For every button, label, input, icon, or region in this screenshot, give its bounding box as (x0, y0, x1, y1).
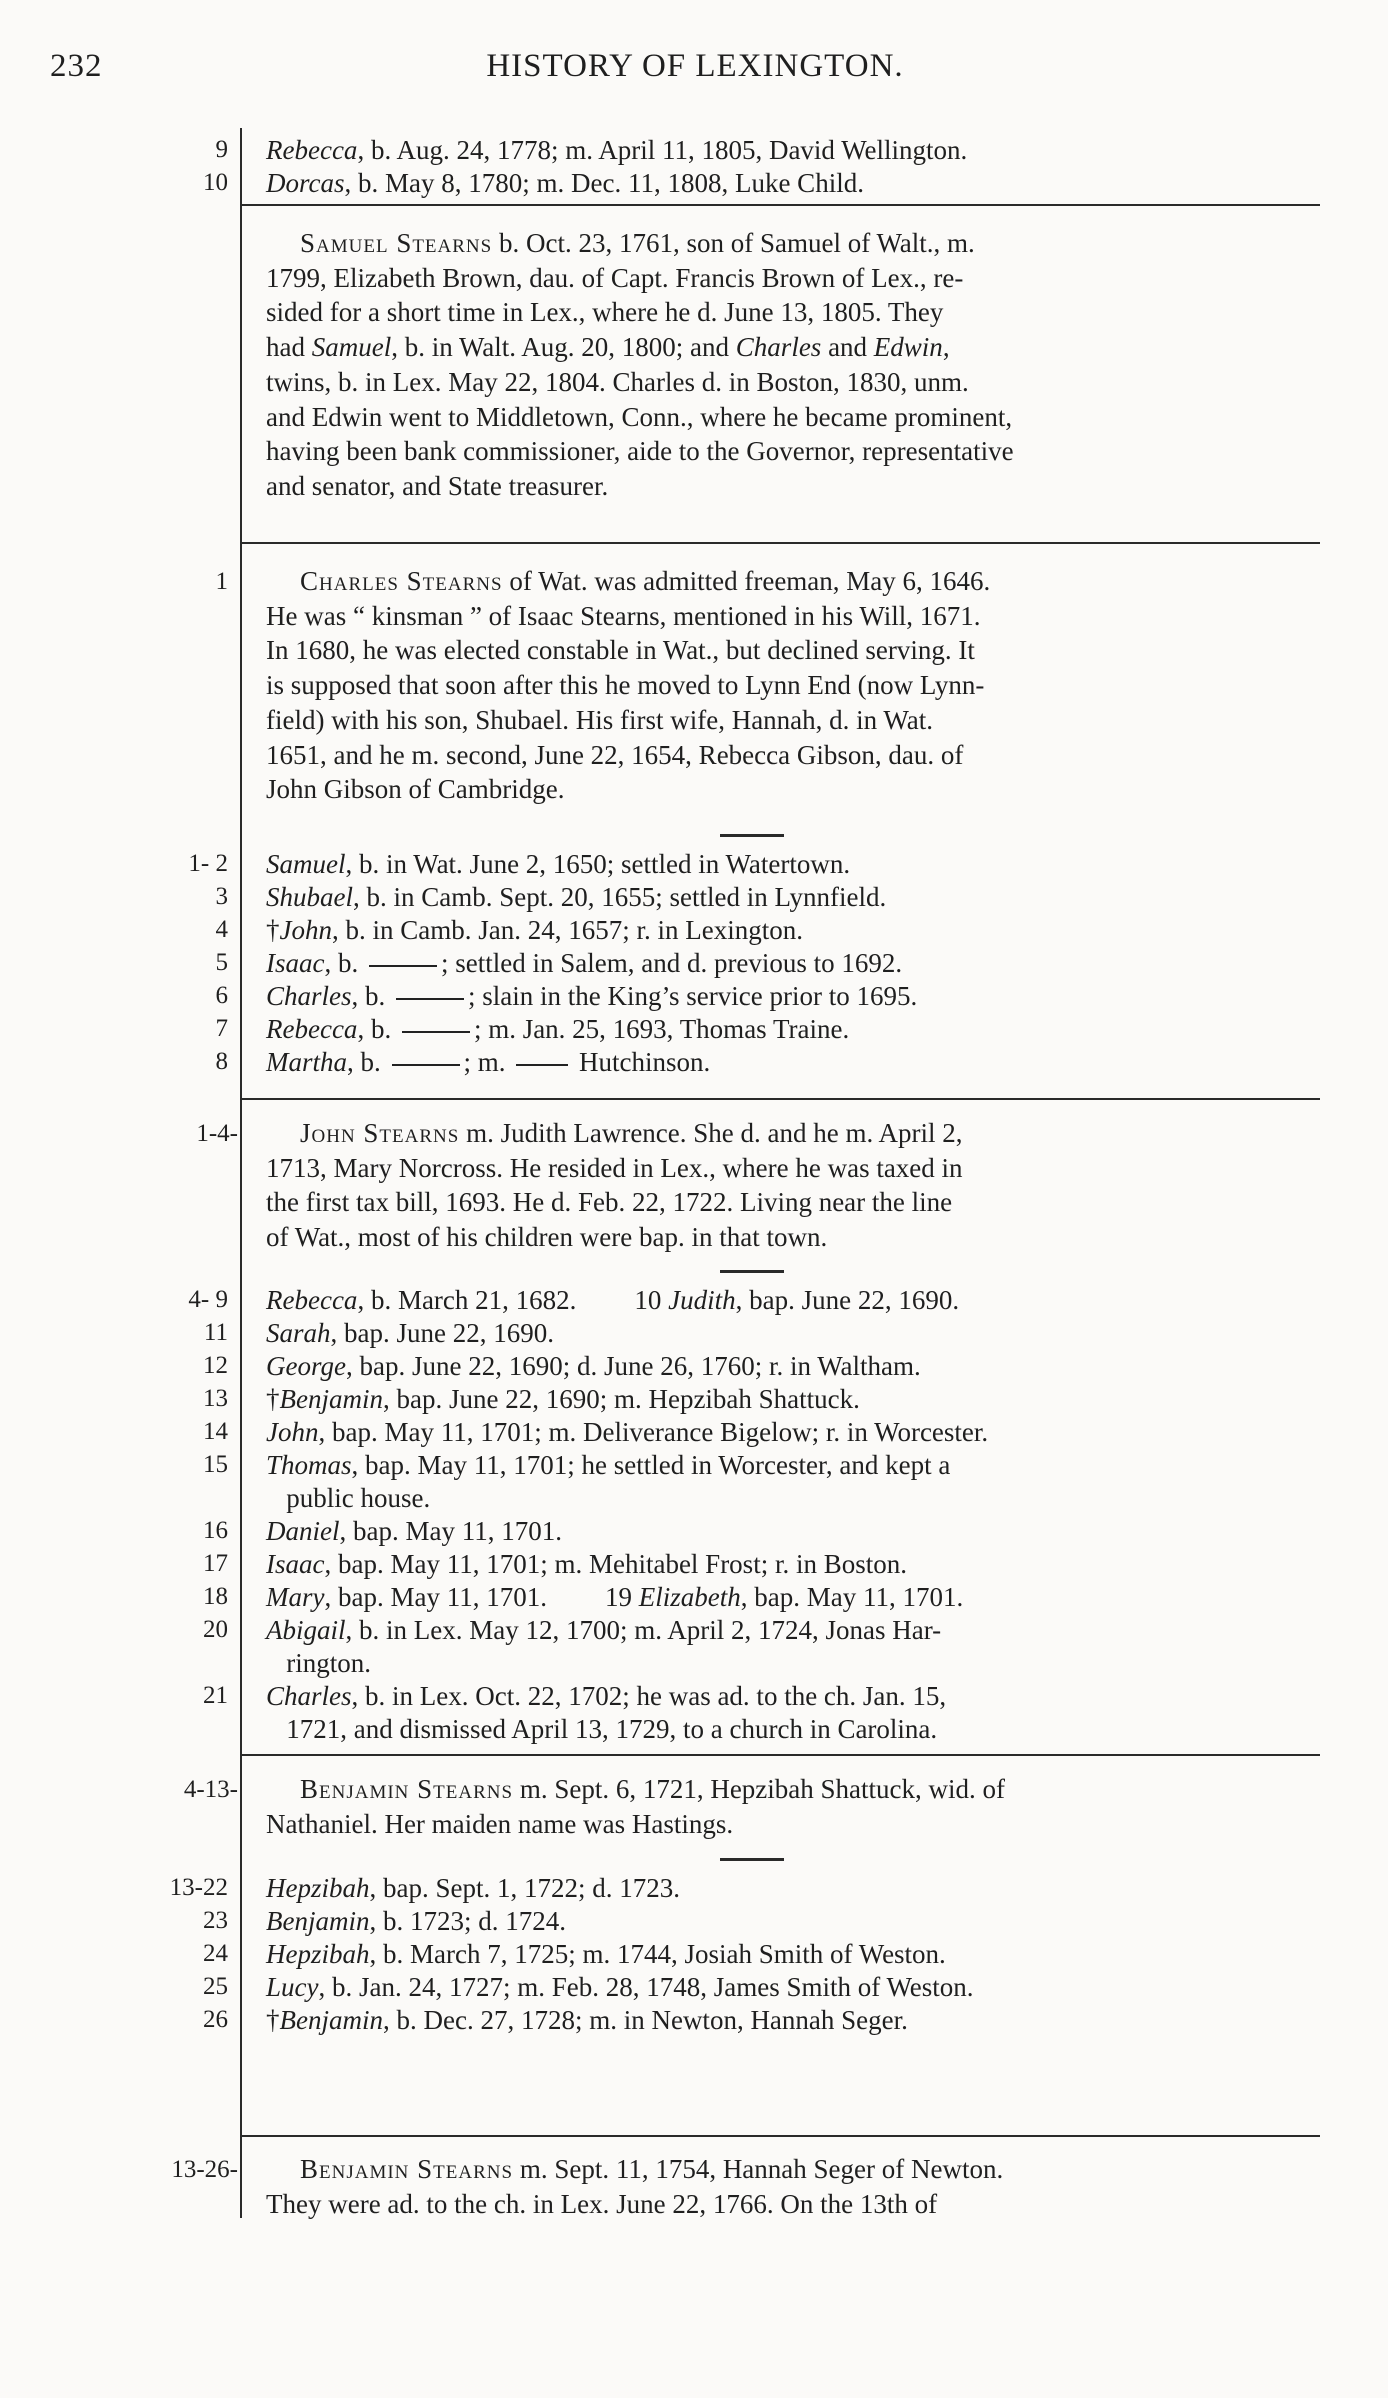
entry-detail: , b. March 21, 1682. (357, 1285, 577, 1315)
child-name: Charles (266, 981, 352, 1011)
page-number: 232 (50, 48, 103, 84)
entry-text (266, 1350, 1321, 1383)
entry-row (0, 134, 1388, 167)
child-name: Shubael (266, 882, 353, 912)
child-entry (0, 1515, 1388, 1548)
entry-number: 13 (203, 1385, 228, 1412)
child-name: Isaac (266, 1549, 325, 1579)
john-stearns-paragraph: John Stearns m. Judith Lawrence. She d. and he m. April 2, 1713, Mary Norcross. He resided in Lex., where he was taxed in the first tax bill, 1693. He d. Feb. 22, 1722. Living near the line of Wat., most of his children were bap. in that town. (266, 1118, 963, 1253)
entry-number: 17 (203, 1550, 228, 1577)
benjamin-stearns-paragraph: Benjamin Stearns m. Sept. 6, 1721, Hepzibah Shattuck, wid. of Nathaniel. Her maiden name was Hastings. (266, 1774, 1005, 1839)
entry-detail: , b. (347, 1047, 381, 1077)
entry-text (266, 848, 1321, 881)
charles-stearns-paragraph: Charles Stearns of Wat. was admitted freeman, May 6, 1646. He was “ kinsman ” of Isaac Stearns, mentioned in his Will, 1671. In 1680, he was elected constable in Wat., but declined serving. It is supposed that soon after this he moved to Lynn End (now Lynn- field) with his son, Shubael. His first wife, Hannah, d. in Wat. 1651, and he m. second, June 22, 1654, Rebecca Gibson, dau. of John Gibson of Cambridge. (266, 566, 991, 805)
entry-text: Dorcas, b. May 8, 1780; m. Dec. 11, 1808, Luke Child. (266, 168, 864, 198)
child-entry (0, 1046, 1388, 1079)
entry-detail: , bap. June 22, 1690; d. June 26, 1760; r. in Waltham. (345, 1351, 921, 1381)
entry-number: 6 (215, 982, 228, 1009)
child-name: Thomas (266, 1450, 352, 1480)
entry-detail: , bap. Sept. 1, 1722; d. 1723. (369, 1873, 680, 1903)
entry-number: 4 (215, 916, 228, 943)
section-divider (240, 204, 1320, 206)
entry-detail: , bap. May 11, 1701. (339, 1516, 562, 1546)
child-entry (0, 1713, 1388, 1746)
child-name: Rebecca (266, 1014, 358, 1044)
entry-text (266, 1284, 1321, 1317)
child-entry (0, 1548, 1388, 1581)
samuel-stearns-paragraph: Samuel Stearns b. Oct. 23, 1761, son of Samuel of Walt., m. 1799, Elizabeth Brown, dau. of Capt. Francis Brown of Lex., re- sided for a short time in Lex., where he d. June 13, 1805. They had Samuel, b. in Walt. Aug. 20, 1800; and Charles and Edwin, twins, b. in Lex. May 22, 1804. Charles d. in Boston, 1830, unm. and Edwin went to Middletown, Conn., where he became prominent, having been bank commissioner, aide to the Governor, representative and senator, and State treasurer. (266, 228, 1014, 501)
entry-detail: ; m. Jan. 25, 1693, Thomas Traine. (473, 1014, 850, 1044)
entry-number: 12 (203, 1352, 228, 1379)
generation-number: 1 (215, 568, 228, 595)
entry-number: 14 (203, 1418, 228, 1445)
child-name: Daniel (266, 1516, 340, 1546)
entry-text (266, 1383, 1321, 1416)
entry-detail: , bap. June 22, 1690. (735, 1285, 960, 1315)
entry-text (266, 1647, 1321, 1680)
entry-detail: ; m. (463, 1047, 506, 1077)
entry-text (266, 1713, 1321, 1746)
child-name: Abigail (266, 1615, 346, 1645)
blank-dash (392, 1064, 460, 1066)
entry-detail: , b. in Lex. May 12, 1700; m. April 2, 1724, Jonas Har- (345, 1615, 942, 1645)
child-entry (0, 1383, 1388, 1416)
entry-text (266, 1905, 1321, 1938)
entry-text (266, 1872, 1321, 1905)
child-entry (0, 1872, 1388, 1905)
entry-detail: ; settled in Salem, and d. previous to 1692. (440, 948, 903, 978)
entry-number: 26 (203, 2006, 228, 2033)
entry-number: 8 (215, 1048, 228, 1075)
person-heading: Charles Stearns (300, 566, 503, 596)
entry-number: 11 (203, 1319, 228, 1346)
person-heading: John Stearns (300, 1118, 460, 1148)
section-divider (240, 542, 1320, 544)
generation-number: 4-13- (183, 1776, 238, 1803)
entry-detail: , bap. May 11, 1701; he settled in Worcester, and kept a (351, 1450, 951, 1480)
child-name: Dorcas (266, 168, 345, 198)
entry-text (266, 1515, 1321, 1548)
entry-text (266, 881, 1321, 914)
child-entry (0, 1284, 1388, 1317)
entry-text (266, 1416, 1321, 1449)
child-name: George (266, 1351, 346, 1381)
child-entry (0, 1614, 1388, 1647)
entry-text (266, 1482, 1321, 1515)
entry-detail: , b. in Wat. June 2, 1650; settled in Watertown. (345, 849, 851, 879)
child-entry (0, 1905, 1388, 1938)
child-entry (0, 1350, 1388, 1383)
short-rule (720, 1858, 784, 1861)
section-divider (240, 1754, 1320, 1756)
child-name: John (266, 1417, 319, 1447)
entry-text (266, 2004, 1321, 2037)
entry-detail: rington. (266, 1648, 371, 1678)
entry-detail: , b. Jan. 24, 1727; m. Feb. 28, 1748, James Smith of Weston. (318, 1972, 974, 2002)
entry-detail: † (266, 2005, 280, 2035)
child-name: Lucy (266, 1972, 319, 2002)
child-name: Rebecca (266, 1285, 358, 1315)
entry-number: 9 (215, 136, 228, 163)
blank-dash (516, 1064, 568, 1066)
child-entry (0, 1680, 1388, 1713)
entry-detail: public house. (266, 1483, 431, 1513)
entry-text: Rebecca, b. Aug. 24, 1778; m. April 11, 1805, David Wellington. (266, 135, 968, 165)
entry-text (266, 1680, 1321, 1713)
child-entry (0, 980, 1388, 1013)
entry-number: 16 (203, 1517, 228, 1544)
child-entry (0, 1581, 1388, 1614)
entry-number: 1- 2 (188, 850, 228, 877)
entry-number: 13-22 (169, 1874, 228, 1901)
entry-text (266, 1317, 1321, 1350)
dagger-mark: † (266, 915, 280, 945)
child-name: Samuel (266, 849, 346, 879)
entry-detail: , bap. June 22, 1690; m. Hepzibah Shattuck. (382, 1384, 860, 1414)
child-entry (0, 1971, 1388, 2004)
person-heading: Benjamin Stearns (300, 1774, 514, 1804)
entry-text (266, 1971, 1321, 2004)
child-entry (0, 2004, 1388, 2037)
child-name: Hepzibah (266, 1939, 370, 1969)
entry-detail: 1721, and dismissed April 13, 1729, to a church in Carolina. (266, 1714, 938, 1744)
child-name: Benjamin (266, 1906, 370, 1936)
child-entry (0, 848, 1388, 881)
entry-number: 20 (203, 1616, 228, 1643)
child-name: Sarah (266, 1318, 331, 1348)
entry-detail: , b. (324, 948, 359, 978)
child-entry (0, 1013, 1388, 1046)
entry-number: 5 (215, 949, 228, 976)
child-entry (0, 1449, 1388, 1482)
entry-detail: , b. in Lex. Oct. 22, 1702; he was ad. to the ch. Jan. 15, (351, 1681, 947, 1711)
page-header (50, 48, 1340, 88)
entry-number: 24 (203, 1940, 228, 1967)
person-heading: Samuel Stearns (300, 228, 493, 258)
generation-number: 13-26- (171, 2156, 238, 2183)
child-name: Mary (266, 1582, 325, 1612)
entry-text (266, 980, 1321, 1013)
child-name: Hepzibah (266, 1873, 370, 1903)
child-name: Isaac (266, 948, 325, 978)
blank-dash (402, 1031, 470, 1033)
entry-detail: , b. (357, 1014, 392, 1044)
running-title: HISTORY OF LEXINGTON. (486, 48, 904, 84)
entry-text (266, 1449, 1321, 1482)
entry-detail: , b. Dec. 27, 1728; m. in Newton, Hannah Seger. (382, 2005, 908, 2035)
child-entry (0, 1482, 1388, 1515)
entry-text (266, 1581, 1321, 1614)
child-name: Judith (668, 1285, 736, 1315)
entry-detail: 19 (604, 1582, 639, 1612)
entry-number: 21 (203, 1682, 228, 1709)
entry-text (266, 1548, 1321, 1581)
entry-text (266, 1046, 1321, 1079)
child-entry (0, 1647, 1388, 1680)
child-name: Benjamin (279, 2005, 383, 2035)
short-rule (720, 834, 784, 837)
entry-row (0, 167, 1388, 200)
entry-text (266, 1938, 1321, 1971)
entry-text (266, 947, 1321, 980)
entry-detail: , b. (351, 981, 386, 1011)
entry-detail: , bap. May 11, 1701. (324, 1582, 547, 1612)
entry-text (266, 1614, 1321, 1647)
child-name: John (279, 915, 332, 945)
entry-text (266, 1013, 1321, 1046)
entry-detail: , b. March 7, 1725; m. 1744, Josiah Smith of Weston. (369, 1939, 946, 1969)
entry-detail: , bap. May 11, 1701. (740, 1582, 964, 1612)
entry-number: 7 (215, 1015, 228, 1042)
entry-detail: , bap. May 11, 1701; m. Deliverance Bigelow; r. in Worcester. (318, 1417, 989, 1447)
short-rule (720, 1270, 784, 1273)
child-name: Rebecca (266, 135, 358, 165)
child-name: Elizabeth (638, 1582, 741, 1612)
child-entry (0, 1416, 1388, 1449)
section-divider (240, 2135, 1320, 2137)
child-name: Benjamin (279, 1384, 383, 1414)
generation-number: 1-4- (196, 1120, 238, 1147)
entry-number: 18 (203, 1583, 228, 1610)
entry-number: 15 (203, 1451, 228, 1478)
child-entry (0, 881, 1388, 914)
entry-detail: ; slain in the King’s service prior to 1695. (468, 981, 918, 1011)
entry-detail: 10 (634, 1285, 669, 1315)
section-divider (240, 1098, 1320, 1100)
entry-number: 25 (203, 1973, 228, 2000)
child-entry (0, 1938, 1388, 1971)
entry-detail: Hutchinson. (579, 1047, 711, 1077)
entry-number: 23 (203, 1907, 228, 1934)
child-entry (0, 947, 1388, 980)
child-name: Martha (266, 1047, 347, 1077)
entry-number: 10 (203, 169, 228, 196)
entry-detail: , bap. May 11, 1701; m. Mehitabel Frost; r. in Boston. (324, 1549, 907, 1579)
entry-detail: † (266, 1384, 280, 1414)
entry-detail: , b. 1723; d. 1724. (369, 1906, 566, 1936)
child-name: Charles (266, 1681, 352, 1711)
entry-detail: , bap. June 22, 1690. (330, 1318, 554, 1348)
entry-detail: , b. in Camb. Sept. 20, 1655; settled in Lynnfield. (353, 882, 887, 912)
person-heading: Benjamin Stearns (300, 2154, 514, 2184)
entry-detail: , b. in Camb. Jan. 24, 1657; r. in Lexington. (331, 915, 803, 945)
child-entry (0, 1317, 1388, 1350)
entry-number: 4- 9 (188, 1286, 228, 1313)
entry-text (266, 914, 1321, 947)
blank-dash (396, 998, 464, 1000)
benjamin-stearns-jr-paragraph: Benjamin Stearns m. Sept. 11, 1754, Hannah Seger of Newton. They were ad. to the ch. in Lex. June 22, 1766. On the 13th of (266, 2154, 1004, 2219)
blank-dash (369, 965, 437, 967)
entry-number: 3 (215, 883, 228, 910)
child-entry (0, 914, 1388, 947)
